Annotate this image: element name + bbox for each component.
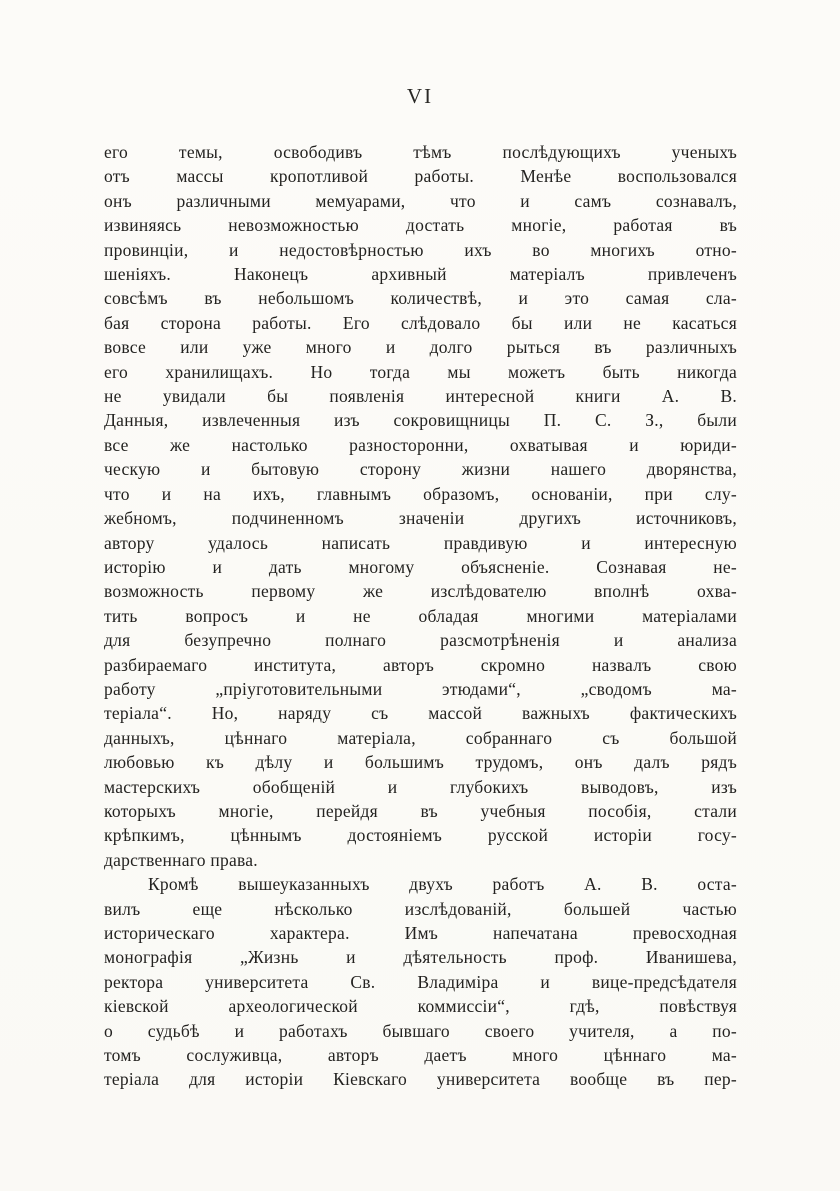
text-line: тить вопросъ и не обладая многими матеріалами [104,605,737,626]
text-line: возможность первому же изслѣдователю вполнѣ охва- [104,581,737,602]
text-line: ректора университета Св. Владиміра и вице-предсѣдателя [104,971,737,992]
text-line: монографія „Жизнь и дѣятельность проф. Иванишева, [104,947,737,968]
text-line: бая сторона работы. Его слѣдовало бы или не касаться [104,312,737,333]
text-line: томъ сослуживца, авторъ даетъ много цѣннаго ма- [104,1045,737,1066]
text-line: исторію и дать многому объясненіе. Сознавая не- [104,556,737,577]
text-line: совсѣмъ въ небольшомъ количествѣ, и это самая сла- [104,288,737,309]
text-line: его темы, освободивъ тѣмъ послѣдующихъ ученыхъ [104,142,737,162]
text-line: извиняясь невозможностью достать многіе, работая въ [104,215,737,236]
text-line: для безупречно полнаго разсмотрѣненія и анализа [104,630,737,651]
text-line: теріала для исторіи Кіевскаго университета вообще въ пер- [104,1069,737,1090]
text-line: Кромѣ вышеуказанныхъ двухъ работъ А. В. оста- [148,874,737,895]
text-line: крѣпкимъ, цѣннымъ достояніемъ русской исторіи госу- [104,825,737,846]
text-line: автору удалось написать правдивую и интересную [104,532,737,553]
text-line: любовью къ дѣлу и большимъ трудомъ, онъ далъ рядъ [104,752,737,773]
text-line: которыхъ многіе, перейдя въ учебныя пособія, стали [104,800,737,821]
text-line: шеніяхъ. Наконецъ архивный матеріалъ привлеченъ [104,264,737,285]
text-line: вовсе или уже много и долго рыться въ различныхъ [104,337,737,358]
text-line: теріала“. Но, наряду съ массой важныхъ фактическихъ [104,703,737,724]
text-line: жебномъ, подчиненномъ значеніи другихъ источниковъ, [104,508,737,529]
text-line: историческаго характера. Имъ напечатана превосходная [104,923,737,943]
text-line: вилъ еще нѣсколько изслѣдованій, большей частью [104,898,737,919]
text-line: данныхъ, цѣннаго матеріала, собраннаго съ большой [104,727,737,748]
text-line: что и на ихъ, главнымъ образомъ, основаніи, при слу- [104,483,737,504]
text-line: ческую и бытовую сторону жизни нашего дворянства, [104,459,737,480]
text-line: отъ массы кропотливой работы. Менѣе воспользовался [104,166,737,187]
text-line: провинціи, и недостовѣрностью ихъ во многихъ отно- [104,239,737,260]
text-line: его хранилищахъ. Но тогда мы можетъ быть никогда [104,361,737,382]
page-number: VI [406,84,434,108]
text-line: мастерскихъ обобщеній и глубокихъ выводовъ, изъ [104,776,737,797]
text-line: кіевской археологической коммиссіи“, гдѣ, повѣствуя [104,996,737,1017]
text-line: разбираемаго института, авторъ скромно назвалъ свою [104,654,737,675]
text-line: о судьбѣ и работахъ бывшаго своего учителя, а по- [104,1020,737,1041]
text-line: дарственнаго права. [104,849,258,870]
text-line: все же настолько разносторонни, охватывая и юриди- [104,434,737,455]
text-line: не увидали бы появленія интересной книги А. В. [104,386,737,407]
text-line: онъ различными мемуарами, что и самъ сознавалъ, [104,190,737,211]
text-line: работу „пріуготовительными этюдами“, „сводомъ ма- [104,678,737,699]
text-line: Данныя, извлеченныя изъ сокровищницы П. С. З., были [104,410,737,431]
text-block [104,140,737,1092]
